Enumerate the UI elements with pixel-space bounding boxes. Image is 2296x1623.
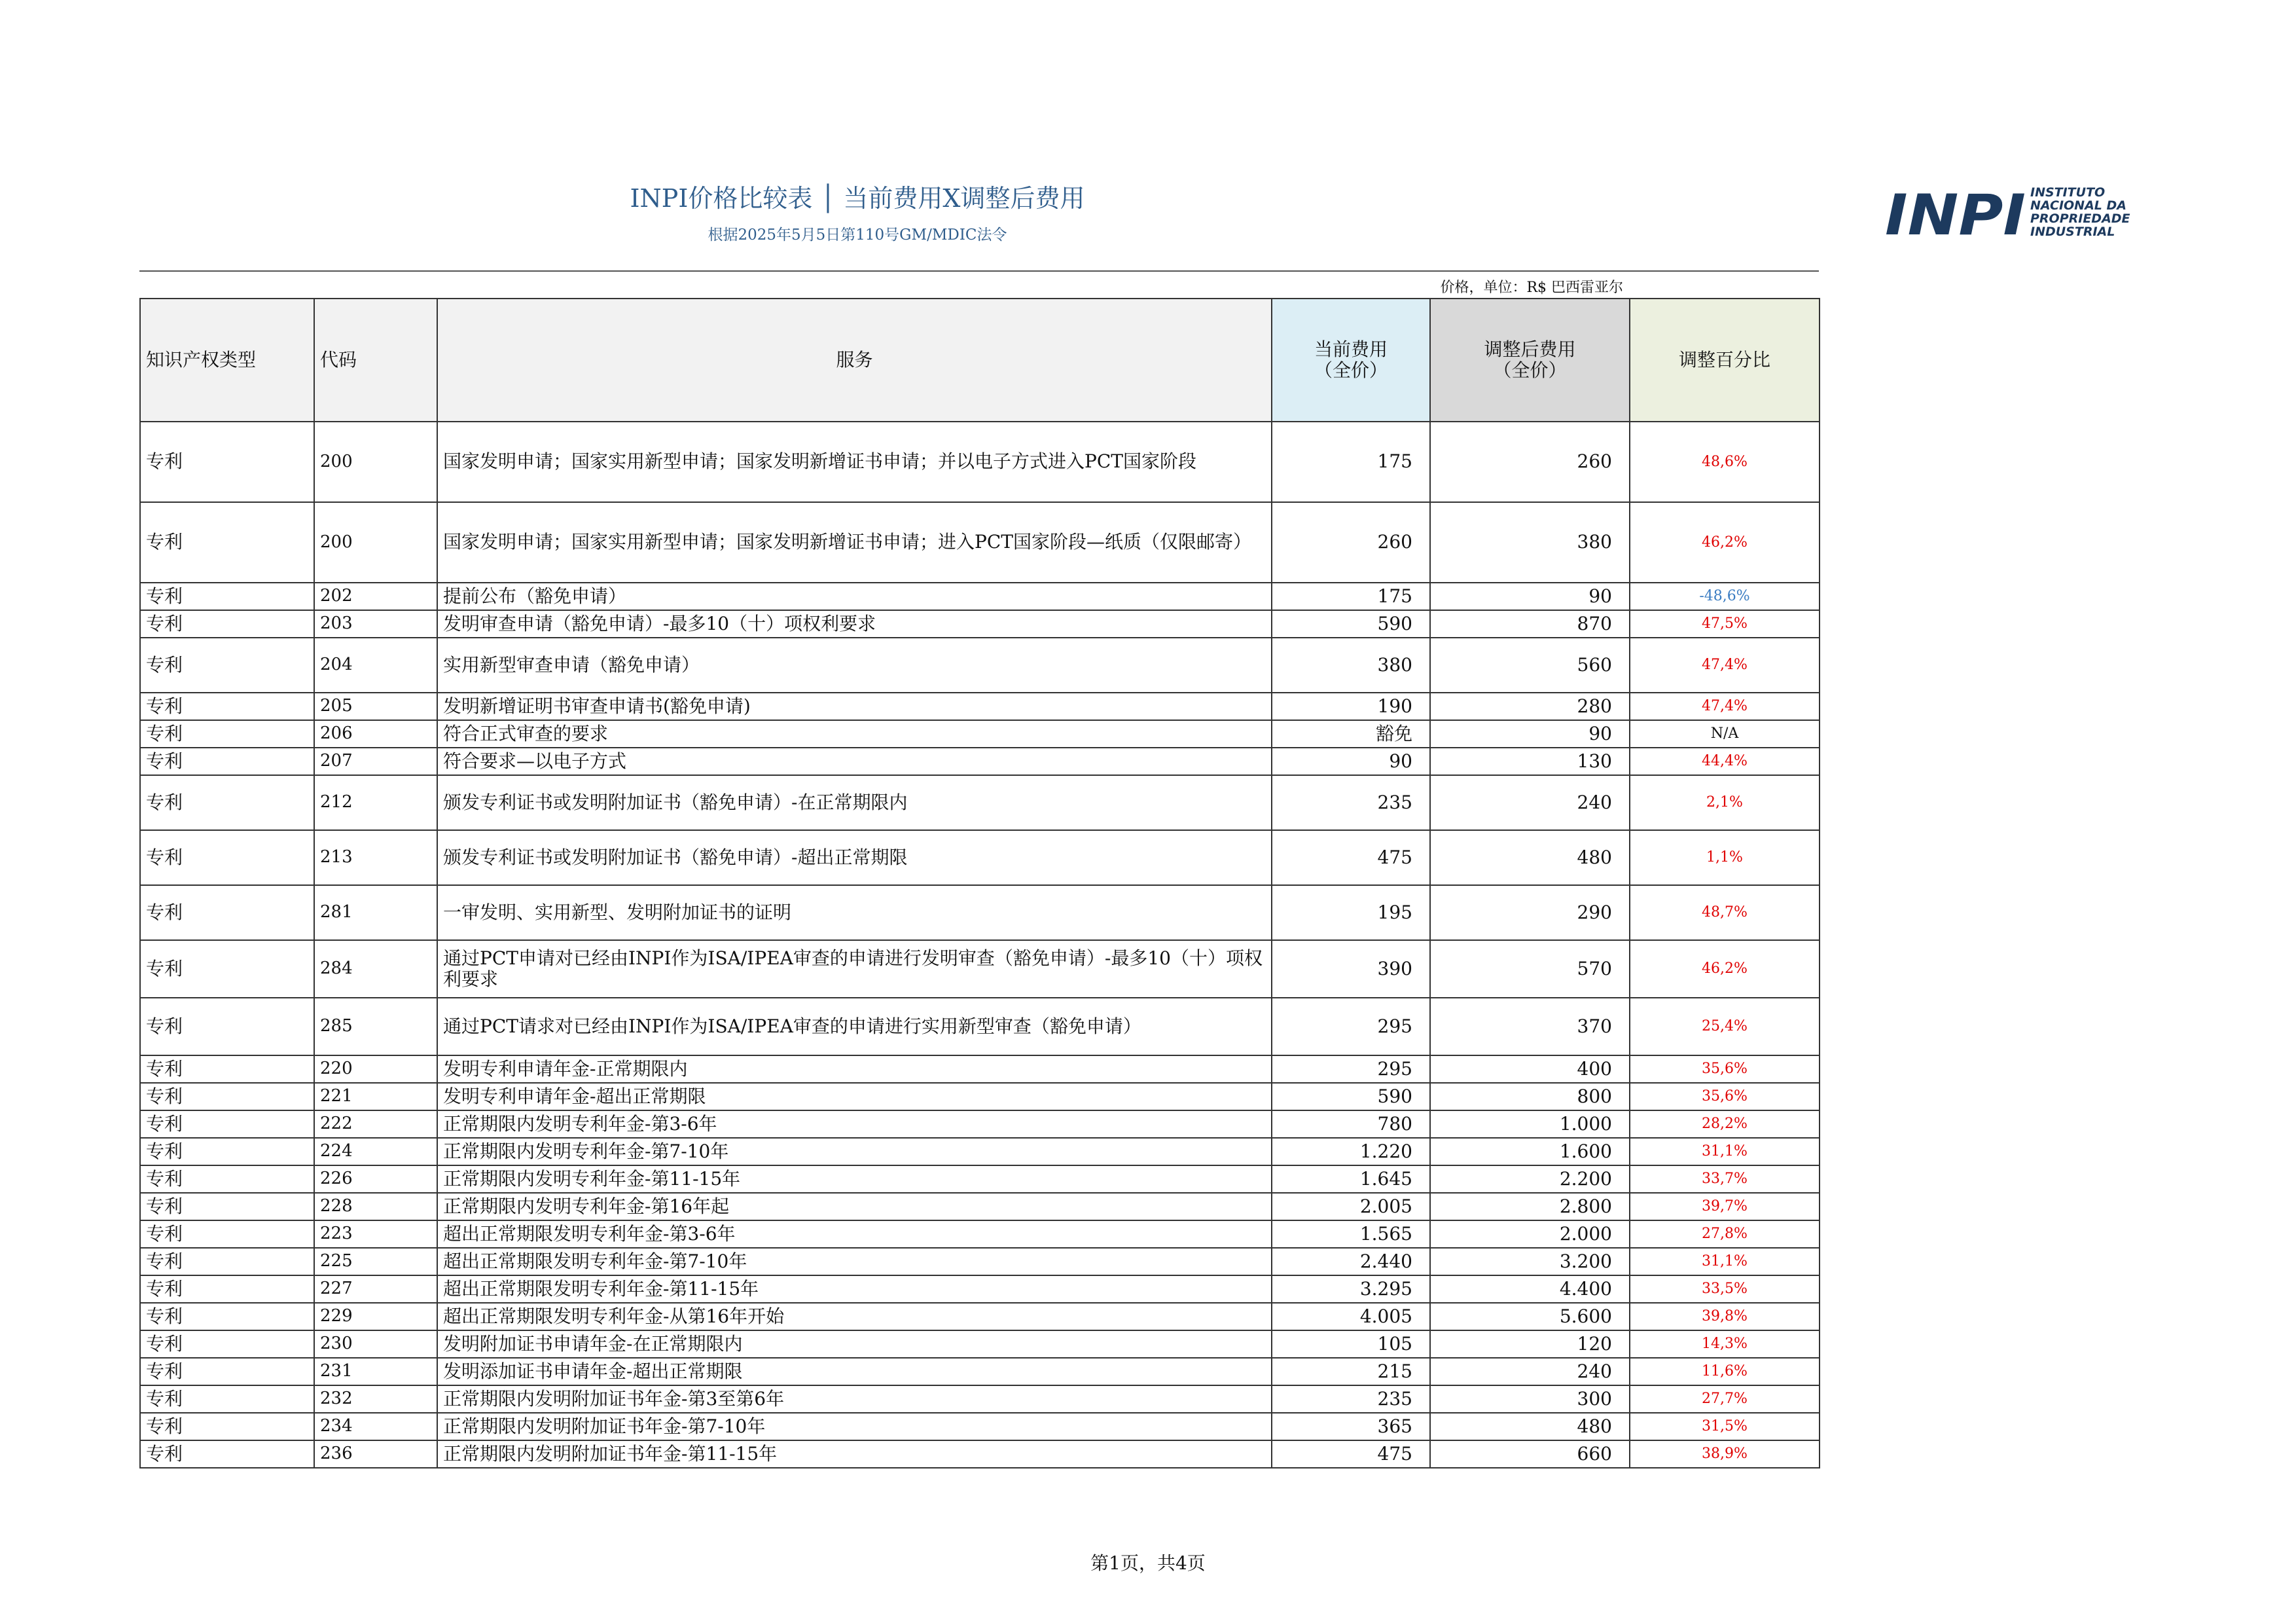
cell-percent: 35,6% — [1630, 1055, 1820, 1083]
cell-code: 232 — [314, 1385, 437, 1413]
cell-type: 专利 — [140, 693, 314, 720]
column-header-current — [1272, 299, 1430, 422]
cell-current-fee: 780 — [1272, 1110, 1430, 1138]
cell-code: 234 — [314, 1413, 437, 1440]
cell-percent: 33,7% — [1630, 1165, 1820, 1193]
cell-percent: 25,4% — [1630, 998, 1820, 1055]
cell-adjusted-fee: 240 — [1430, 1358, 1630, 1385]
cell-service: 正常期限内发明附加证书年金-第3至第6年 — [437, 1385, 1272, 1413]
cell-code: 200 — [314, 422, 437, 502]
cell-adjusted-fee: 1.600 — [1430, 1138, 1630, 1165]
table-row — [140, 998, 1820, 1055]
cell-code: 228 — [314, 1193, 437, 1220]
table-row — [140, 1110, 1820, 1138]
table-row — [140, 1138, 1820, 1165]
cell-service: 发明专利申请年金-超出正常期限 — [437, 1083, 1272, 1110]
cell-type: 专利 — [140, 1440, 314, 1468]
cell-type: 专利 — [140, 1083, 314, 1110]
cell-adjusted-fee: 3.200 — [1430, 1248, 1630, 1275]
column-header-service: 服务 — [437, 299, 1272, 422]
cell-type: 专利 — [140, 422, 314, 502]
cell-percent: 11,6% — [1630, 1358, 1820, 1385]
cell-adjusted-fee: 130 — [1430, 748, 1630, 775]
table-row — [140, 830, 1820, 885]
cell-percent: 46,2% — [1630, 940, 1820, 998]
cell-service: 发明新增证明书审查申请书(豁免申请) — [437, 693, 1272, 720]
table-row — [140, 1385, 1820, 1413]
cell-code: 220 — [314, 1055, 437, 1083]
table-row — [140, 940, 1820, 998]
cell-code: 202 — [314, 583, 437, 610]
cell-type: 专利 — [140, 1138, 314, 1165]
cell-code: 205 — [314, 693, 437, 720]
cell-service: 颁发专利证书或发明附加证书（豁免申请）-在正常期限内 — [437, 775, 1272, 830]
cell-type: 专利 — [140, 1413, 314, 1440]
cell-adjusted-fee: 90 — [1430, 583, 1630, 610]
cell-service: 一审发明、实用新型、发明附加证书的证明 — [437, 885, 1272, 940]
cell-percent: 47,5% — [1630, 610, 1820, 638]
cell-service: 正常期限内发明专利年金-第3-6年 — [437, 1110, 1272, 1138]
cell-current-fee: 215 — [1272, 1358, 1430, 1385]
cell-service: 提前公布（豁免申请） — [437, 583, 1272, 610]
cell-percent: 1,1% — [1630, 830, 1820, 885]
cell-current-fee: 175 — [1272, 583, 1430, 610]
cell-type: 专利 — [140, 1193, 314, 1220]
cell-service: 发明附加证书申请年金-在正常期限内 — [437, 1330, 1272, 1358]
cell-service: 国家发明申请；国家实用新型申请；国家发明新增证书申请；并以电子方式进入PCT国家阶段 — [437, 422, 1272, 502]
cell-code: 236 — [314, 1440, 437, 1468]
cell-adjusted-fee: 660 — [1430, 1440, 1630, 1468]
cell-type: 专利 — [140, 998, 314, 1055]
cell-current-fee: 195 — [1272, 885, 1430, 940]
cell-adjusted-fee: 290 — [1430, 885, 1630, 940]
cell-current-fee: 475 — [1272, 1440, 1430, 1468]
cell-adjusted-fee: 4.400 — [1430, 1275, 1630, 1303]
cell-percent: 27,8% — [1630, 1220, 1820, 1248]
cell-percent: 39,7% — [1630, 1193, 1820, 1220]
column-header-adjusted-line2: （全价） — [1493, 359, 1567, 381]
cell-adjusted-fee: 2.800 — [1430, 1193, 1630, 1220]
cell-code: 229 — [314, 1303, 437, 1330]
cell-service: 超出正常期限发明专利年金-从第16年开始 — [437, 1303, 1272, 1330]
table-row — [140, 1275, 1820, 1303]
table-body — [140, 422, 1820, 1468]
cell-service: 超出正常期限发明专利年金-第3-6年 — [437, 1220, 1272, 1248]
cell-type: 专利 — [140, 940, 314, 998]
cell-percent: 46,2% — [1630, 502, 1820, 583]
cell-service: 正常期限内发明附加证书年金-第11-15年 — [437, 1440, 1272, 1468]
cell-current-fee: 380 — [1272, 638, 1430, 693]
cell-type: 专利 — [140, 720, 314, 748]
cell-code: 203 — [314, 610, 437, 638]
cell-current-fee: 590 — [1272, 610, 1430, 638]
cell-percent: 48,6% — [1630, 422, 1820, 502]
cell-type: 专利 — [140, 885, 314, 940]
cell-type: 专利 — [140, 638, 314, 693]
cell-type: 专利 — [140, 1385, 314, 1413]
cell-code: 206 — [314, 720, 437, 748]
cell-percent: 39,8% — [1630, 1303, 1820, 1330]
cell-percent: 31,1% — [1630, 1138, 1820, 1165]
cell-percent: -48,6% — [1630, 583, 1820, 610]
cell-code: 222 — [314, 1110, 437, 1138]
table-row — [140, 693, 1820, 720]
cell-current-fee: 4.005 — [1272, 1303, 1430, 1330]
table-row — [140, 1358, 1820, 1385]
cell-code: 230 — [314, 1330, 437, 1358]
cell-adjusted-fee: 5.600 — [1430, 1303, 1630, 1330]
cell-adjusted-fee: 1.000 — [1430, 1110, 1630, 1138]
cell-adjusted-fee: 2.000 — [1430, 1220, 1630, 1248]
cell-current-fee: 190 — [1272, 693, 1430, 720]
header-divider — [139, 270, 1819, 272]
table-row — [140, 1330, 1820, 1358]
cell-percent: 31,5% — [1630, 1413, 1820, 1440]
cell-service: 发明专利申请年金-正常期限内 — [437, 1055, 1272, 1083]
table-header-row — [140, 299, 1820, 422]
cell-code: 281 — [314, 885, 437, 940]
cell-type: 专利 — [140, 583, 314, 610]
cell-percent: 28,2% — [1630, 1110, 1820, 1138]
cell-current-fee: 175 — [1272, 422, 1430, 502]
cell-adjusted-fee: 280 — [1430, 693, 1630, 720]
page-title: INPI价格比较表 │ 当前费用X调整后费用 — [630, 184, 1085, 213]
cell-current-fee: 1.645 — [1272, 1165, 1430, 1193]
cell-service: 符合正式审查的要求 — [437, 720, 1272, 748]
cell-current-fee: 365 — [1272, 1413, 1430, 1440]
cell-current-fee: 2.005 — [1272, 1193, 1430, 1220]
cell-service: 符合要求—以电子方式 — [437, 748, 1272, 775]
cell-current-fee: 260 — [1272, 502, 1430, 583]
cell-type: 专利 — [140, 1165, 314, 1193]
page-subtitle: 根据2025年5月5日第110号GM/MDIC法令 — [708, 227, 1007, 244]
cell-code: 221 — [314, 1083, 437, 1110]
cell-code: 223 — [314, 1220, 437, 1248]
cell-percent: 47,4% — [1630, 638, 1820, 693]
table-row — [140, 748, 1820, 775]
cell-adjusted-fee: 260 — [1430, 422, 1630, 502]
cell-service: 实用新型审查申请（豁免申请） — [437, 638, 1272, 693]
cell-current-fee: 475 — [1272, 830, 1430, 885]
cell-service: 超出正常期限发明专利年金-第11-15年 — [437, 1275, 1272, 1303]
cell-service: 发明审查申请（豁免申请）-最多10（十）项权利要求 — [437, 610, 1272, 638]
table-row — [140, 422, 1820, 502]
cell-percent: 35,6% — [1630, 1083, 1820, 1110]
cell-code: 226 — [314, 1165, 437, 1193]
table-row — [140, 638, 1820, 693]
cell-type: 专利 — [140, 610, 314, 638]
cell-type: 专利 — [140, 1303, 314, 1330]
cell-percent: N/A — [1630, 720, 1820, 748]
cell-type: 专利 — [140, 775, 314, 830]
cell-percent: 44,4% — [1630, 748, 1820, 775]
cell-adjusted-fee: 120 — [1430, 1330, 1630, 1358]
cell-type: 专利 — [140, 1358, 314, 1385]
cell-type: 专利 — [140, 1248, 314, 1275]
column-header-current-line1: 当前费用 — [1314, 338, 1388, 360]
column-header-adjusted — [1430, 299, 1630, 422]
cell-adjusted-fee: 380 — [1430, 502, 1630, 583]
cell-code: 227 — [314, 1275, 437, 1303]
cell-adjusted-fee: 370 — [1430, 998, 1630, 1055]
cell-percent: 47,4% — [1630, 693, 1820, 720]
cell-service: 国家发明申请；国家实用新型申请；国家发明新增证书申请；进入PCT国家阶段—纸质（仅限邮寄） — [437, 502, 1272, 583]
unit-note: 价格，单位：R$ 巴西雷亚尔 — [1440, 280, 1623, 296]
page-number: 第1页，共4页 — [1090, 1552, 1206, 1574]
cell-current-fee: 235 — [1272, 775, 1430, 830]
cell-service: 通过PCT请求对已经由INPI作为ISA/IPEA审查的申请进行实用新型审查（豁免申请） — [437, 998, 1272, 1055]
table-row — [140, 1220, 1820, 1248]
table-row — [140, 1165, 1820, 1193]
cell-adjusted-fee: 570 — [1430, 940, 1630, 998]
cell-type: 专利 — [140, 1055, 314, 1083]
cell-code: 225 — [314, 1248, 437, 1275]
cell-code: 204 — [314, 638, 437, 693]
cell-percent: 2,1% — [1630, 775, 1820, 830]
logo-line-1: INSTITUTO — [2030, 185, 2106, 200]
cell-type: 专利 — [140, 502, 314, 583]
cell-service: 正常期限内发明专利年金-第11-15年 — [437, 1165, 1272, 1193]
table-row — [140, 775, 1820, 830]
cell-service: 颁发专利证书或发明附加证书（豁免申请）-超出正常期限 — [437, 830, 1272, 885]
cell-code: 213 — [314, 830, 437, 885]
cell-service: 通过PCT申请对已经由INPI作为ISA/IPEA审查的申请进行发明审查（豁免申请）-最多10（十）项权利要求 — [437, 940, 1272, 998]
table-row — [140, 583, 1820, 610]
cell-service: 发明添加证书申请年金-超出正常期限 — [437, 1358, 1272, 1385]
cell-percent: 27,7% — [1630, 1385, 1820, 1413]
table-row — [140, 1303, 1820, 1330]
column-header-current-line2: （全价） — [1314, 359, 1388, 381]
cell-adjusted-fee: 560 — [1430, 638, 1630, 693]
logo-line-2: NACIONAL DA — [2030, 198, 2126, 213]
cell-code: 285 — [314, 998, 437, 1055]
table-row — [140, 1440, 1820, 1468]
cell-percent: 14,3% — [1630, 1330, 1820, 1358]
cell-percent: 33,5% — [1630, 1275, 1820, 1303]
cell-type: 专利 — [140, 748, 314, 775]
logo-line-3: PROPRIEDADE — [2030, 211, 2130, 226]
table-row — [140, 885, 1820, 940]
cell-adjusted-fee: 240 — [1430, 775, 1630, 830]
cell-adjusted-fee: 2.200 — [1430, 1165, 1630, 1193]
table-row — [140, 1413, 1820, 1440]
cell-current-fee: 90 — [1272, 748, 1430, 775]
cell-current-fee: 590 — [1272, 1083, 1430, 1110]
cell-code: 284 — [314, 940, 437, 998]
logo-line-4: INDUSTRIAL — [2030, 225, 2115, 239]
logo-mark: INPI — [1885, 183, 2026, 242]
table-row — [140, 1193, 1820, 1220]
cell-service: 正常期限内发明附加证书年金-第7-10年 — [437, 1413, 1272, 1440]
cell-current-fee: 1.565 — [1272, 1220, 1430, 1248]
cell-current-fee: 235 — [1272, 1385, 1430, 1413]
cell-code: 212 — [314, 775, 437, 830]
cell-service: 正常期限内发明专利年金-第16年起 — [437, 1193, 1272, 1220]
cell-service: 超出正常期限发明专利年金-第7-10年 — [437, 1248, 1272, 1275]
cell-code: 224 — [314, 1138, 437, 1165]
cell-percent: 48,7% — [1630, 885, 1820, 940]
table-row — [140, 720, 1820, 748]
column-header-type: 知识产权类型 — [140, 299, 314, 422]
cell-code: 200 — [314, 502, 437, 583]
cell-current-fee: 1.220 — [1272, 1138, 1430, 1165]
cell-current-fee: 390 — [1272, 940, 1430, 998]
cell-adjusted-fee: 480 — [1430, 830, 1630, 885]
table-row — [140, 610, 1820, 638]
cell-code: 231 — [314, 1358, 437, 1385]
cell-code: 207 — [314, 748, 437, 775]
cell-adjusted-fee: 800 — [1430, 1083, 1630, 1110]
cell-current-fee: 豁免 — [1272, 720, 1430, 748]
cell-adjusted-fee: 870 — [1430, 610, 1630, 638]
cell-percent: 38,9% — [1630, 1440, 1820, 1468]
cell-adjusted-fee: 400 — [1430, 1055, 1630, 1083]
cell-current-fee: 295 — [1272, 998, 1430, 1055]
cell-current-fee: 105 — [1272, 1330, 1430, 1358]
table-row — [140, 1055, 1820, 1083]
cell-current-fee: 295 — [1272, 1055, 1430, 1083]
cell-percent: 31,1% — [1630, 1248, 1820, 1275]
inpi-logo — [1885, 183, 2147, 242]
table-row — [140, 502, 1820, 583]
column-header-code: 代码 — [314, 299, 437, 422]
cell-current-fee: 2.440 — [1272, 1248, 1430, 1275]
cell-type: 专利 — [140, 830, 314, 885]
cell-service: 正常期限内发明专利年金-第7-10年 — [437, 1138, 1272, 1165]
table-row — [140, 1248, 1820, 1275]
cell-type: 专利 — [140, 1110, 314, 1138]
cell-type: 专利 — [140, 1220, 314, 1248]
table-row — [140, 1083, 1820, 1110]
cell-adjusted-fee: 90 — [1430, 720, 1630, 748]
cell-type: 专利 — [140, 1330, 314, 1358]
fee-comparison-table — [139, 298, 1820, 1468]
cell-adjusted-fee: 480 — [1430, 1413, 1630, 1440]
column-header-percent: 调整百分比 — [1630, 299, 1820, 422]
cell-adjusted-fee: 300 — [1430, 1385, 1630, 1413]
column-header-adjusted-line1: 调整后费用 — [1484, 338, 1576, 360]
cell-current-fee: 3.295 — [1272, 1275, 1430, 1303]
cell-type: 专利 — [140, 1275, 314, 1303]
